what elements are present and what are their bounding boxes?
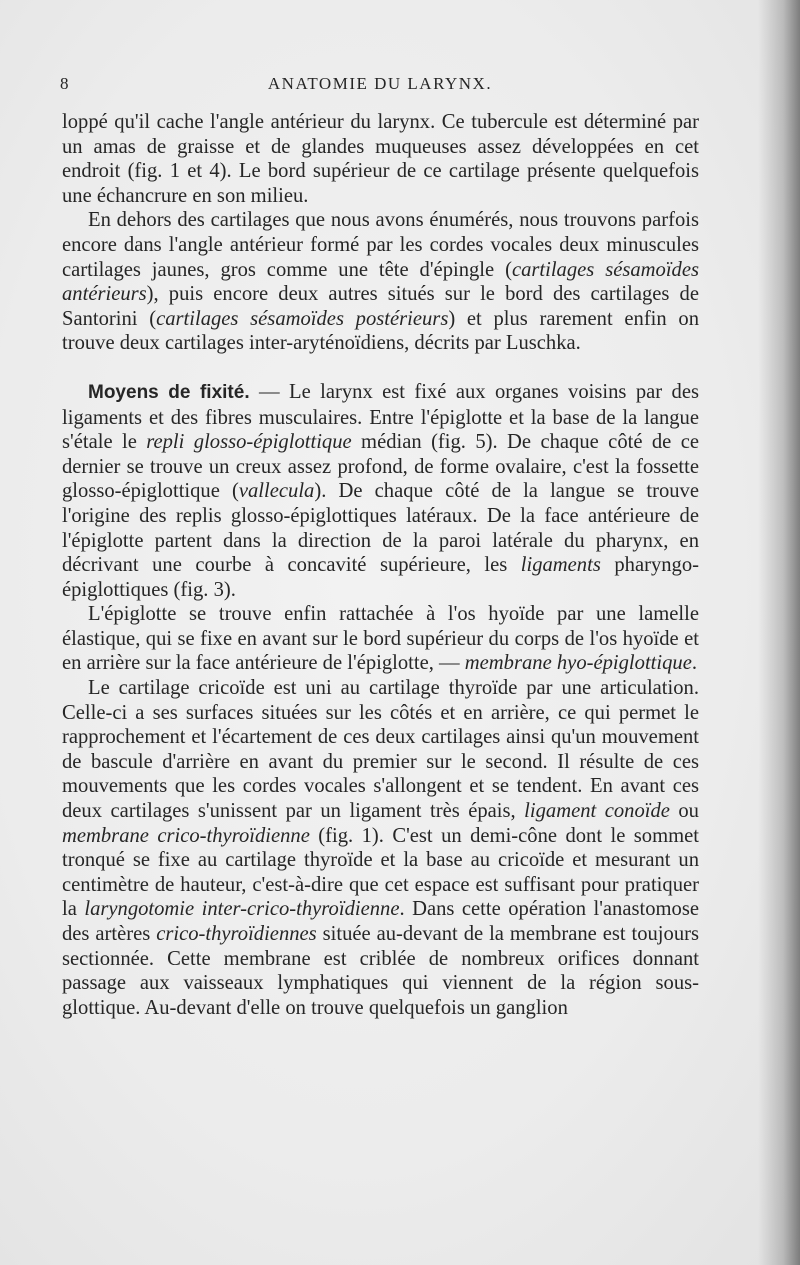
body-text xyxy=(62,110,699,1020)
term-vallecula: vallecula xyxy=(238,480,315,503)
running-head xyxy=(60,74,700,98)
term-laryngotomy: laryngotomie inter-crico-thyroïdienne xyxy=(84,898,400,921)
page-edge-shadow xyxy=(758,0,800,1265)
term-glosso-epiglottic-fold: repli glosso-épiglottique xyxy=(146,431,352,454)
paragraph-3: Moyens de fixité. — Le larynx est fixé aux organes voisins par des ligaments et des fibres musculaires. Entre l'épiglotte et la base de la langue s'étale le repli glosso-épiglottique médian (fig. 5). De chaque côté de ce dernier se trouve un creux assez profond, de forme ovalaire, c'est la fossette glosso-épiglottique (vallecula). De chaque côté de la langue se trouve l'origine des replis glosso-épiglottiques latéraux. De la face antérieure de l'épiglotte partent dans la direction de la paroi latérale du pharynx, en décrivant une courbe à concavité supérieure, les ligaments pharyngo-épiglottiques (fig. 3). xyxy=(62,380,699,601)
paragraph-4: L'épiglotte se trouve enfin rattachée à l'os hyoïde par une lamelle élastique, qui se fixe en avant sur le bord supérieur du corps de l'os hyoïde et en arrière sur la face antérieure de l'épiglotte, — membrane hyo-épiglottique. xyxy=(62,603,699,675)
paragraph-5: Le cartilage cricoïde est uni au cartilage thyroïde par une articulation. Celle-ci a ses surfaces situées sur les côtés et en arrière, ce qui permet le rapprochement et l'écartement de ces deux cartilages ainsi qu'un mouvement de bascule d'arrière en avant du premier sur le second. Il résulte de ces mouvements que les cordes vocales s'allongent et se tendent. En avant ces deux cartilages s'unissent par un ligament très épais, ligament conoïde ou membrane crico-thyroïdienne (fig. 1). C'est un demi-cône dont le sommet tronqué se fixe au cartilage thyroïde et la base au cricoïde et mesurant un centimètre de hauteur, c'est-à-dire que cet espace est suffisant pour pratiquer la laryngotomie inter-crico-thyroïdienne. Dans cette opération l'anastomose des artères crico-thyroïdiennes située au-devant de la membrane est toujours sectionnée. Cette membrane est criblée de nombreux orifices donnant passage aux vaisseaux lymphatiques qui viennent de la région sous-glottique. Au-devant d'elle on trouve quelquefois un ganglion xyxy=(62,677,699,1019)
section-heading: Moyens de fixité. xyxy=(88,381,250,403)
paragraph-2: En dehors des cartilages que nous avons énumérés, nous trouvons parfois encore dans l'angle antérieur formé par les cordes vocales deux minuscules cartilages jaunes, gros comme une tête d'épingle (cartilages sésamoïdes antérieurs), puis encore deux autres situés sur le bord des cartilages de Santorini (cartilages sésamoïdes postérieurs) et plus rarement enfin on trouve deux cartilages inter-aryténoïdiens, décrits par Luschka. xyxy=(62,209,700,355)
term-ligaments: ligaments xyxy=(520,554,601,577)
term-hyo-epiglottic-membrane: membrane hyo-épiglottique xyxy=(464,652,692,675)
term-conoid-ligament: ligament conoïde xyxy=(524,800,670,823)
running-title: ANATOMIE DU LARYNX. xyxy=(267,74,493,93)
term-crico-thyroid-membrane: membrane crico-thyroïdienne xyxy=(62,824,310,847)
term-crico-thyroid-arteries: crico-thyroïdiennes xyxy=(156,923,317,945)
term-sesamoid-anterior: cartilages sésamoïdes antérieurs xyxy=(62,258,700,306)
paragraph-1: loppé qu'il cache l'angle antérieur du larynx. Ce tubercule est déterminé par un amas de graisse et de glandes muqueuses assez développées en cet endroit (fig. 1 et 4). Le bord supérieur de ce cartilage présente quelquefois une échancrure en son milieu. xyxy=(62,111,699,207)
term-sesamoid-posterior: cartilages sésamoïdes postérieurs xyxy=(156,307,449,330)
page-number: 8 xyxy=(60,74,70,93)
